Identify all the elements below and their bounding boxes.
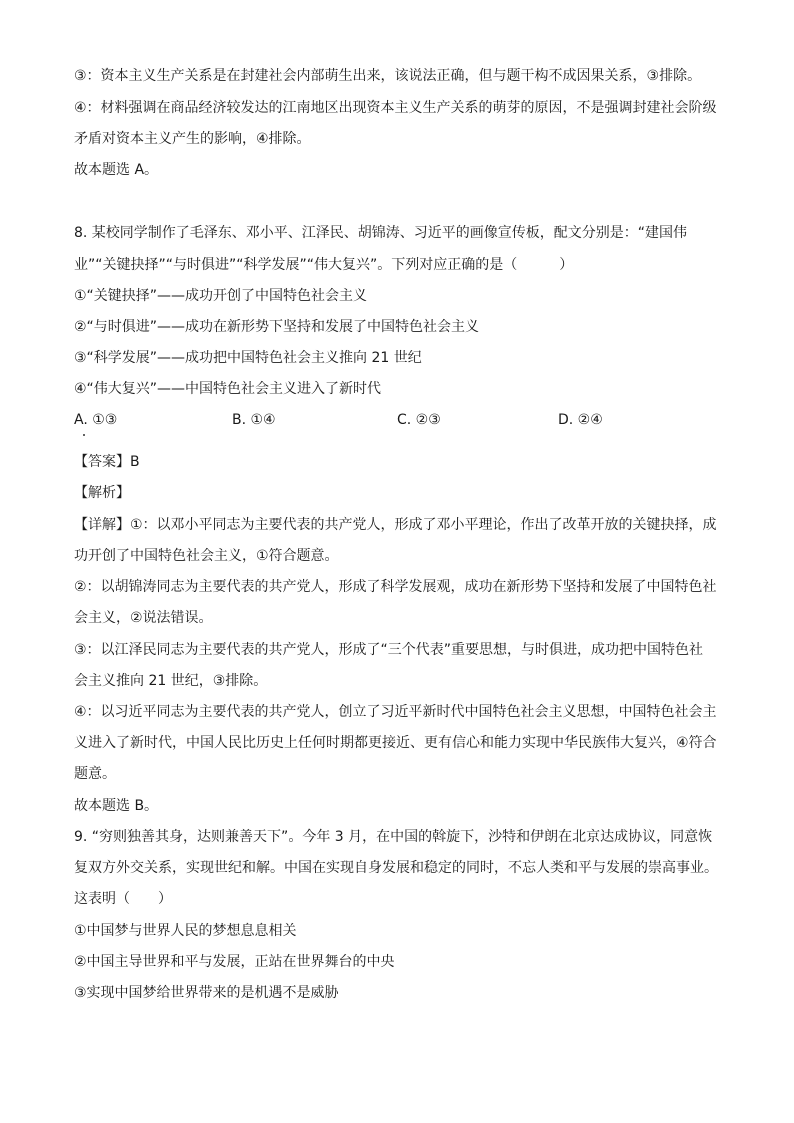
q8-detail-line-7: ④：以习近平同志为主要代表的共产党人，创立了习近平新时代中国特色社会主义思想，中国特色社会主: [74, 704, 717, 720]
q8-option-c: C. ②③: [397, 412, 441, 428]
q8-detail-line-1: 【详解】①：以邓小平同志为主要代表的共产党人，形成了邓小平理论，作出了改革开放的关键抉择，成: [74, 517, 717, 533]
q8-item-4: ④“伟大复兴”——中国特色社会主义进入了新时代: [74, 381, 382, 397]
q8-detail-line-4: 会主义，②说法错误。: [74, 610, 213, 626]
q9-stem-line-2: 复双方外交关系，实现世纪和解。中国在实现自身发展和稳定的同时，不忘人类和平与发展的崇高事业。: [74, 860, 718, 876]
q8-detail-line-8: 义进入了新时代，中国人民比历史上任何时期都更接近、更有信心和能力实现中华民族伟大复兴，④符合: [74, 735, 717, 751]
q8-detail-line-5: ③：以江泽民同志为主要代表的共产党人，形成了“三个代表”重要思想，与时俱进，成功把中国特色社: [74, 642, 704, 658]
q8-item-3: ③“科学发展”——成功把中国特色社会主义推向 21 世纪: [74, 350, 422, 366]
q8-options: [74, 410, 734, 430]
q8-option-a: A. ①③: [74, 412, 118, 428]
q8-detail-line-9: 题意。: [74, 766, 116, 782]
q8-stem-line-1: 8. 某校同学制作了毛泽东、邓小平、江泽民、胡锦涛、习近平的画像宣传板，配文分别是：“建国伟: [74, 225, 688, 241]
prev-explanation-item-4-line-1: ④：材料强调在商品经济较发达的江南地区出现资本主义生产关系的萌芽的原因，不是强调封建社会阶级: [74, 100, 717, 116]
prev-explanation-item-4-line-2: 矛盾对资本主义产生的影响，④排除。: [74, 131, 311, 147]
q8-option-d: D. ②④: [558, 412, 603, 428]
q8-option-b: B. ①④: [232, 412, 276, 428]
q9-stem-line-1: 9. “穷则独善其身，达则兼善天下”。今年 3 月，在中国的斡旋下，沙特和伊朗在北京达成协议，同意恢: [74, 829, 713, 845]
q8-answer: 【答案】B: [74, 454, 140, 470]
q9-item-3: ③实现中国梦给世界带来的是机遇不是威胁: [74, 985, 339, 1001]
q8-analysis-title: 【解析】: [74, 485, 130, 501]
q8-stem-line-2: 业”“关键抉择”“与时俱进”“科学发展”“伟大复兴”。下列对应正确的是（ ）: [74, 257, 574, 273]
q9-item-1: ①中国梦与世界人民的梦想息息相关: [74, 923, 297, 939]
q8-item-1: ①“关键抉择”——成功开创了中国特色社会主义: [74, 288, 368, 304]
stray-mark: [83, 434, 85, 436]
prev-conclusion: 故本题选 A。: [74, 162, 159, 178]
q9-item-2: ②中国主导世界和平与发展，正站在世界舞台的中央: [74, 954, 395, 970]
prev-explanation-item-3: ③：资本主义生产关系是在封建社会内部萌生出来，该说法正确，但与题干构不成因果关系，③排除。: [74, 68, 702, 84]
q8-item-2: ②“与时俱进”——成功在新形势下坚持和发展了中国特色社会主义: [74, 319, 480, 335]
q9-stem-line-3: 这表明（ ）: [74, 891, 172, 907]
q8-conclusion: 故本题选 B。: [74, 798, 159, 814]
q8-detail-line-2: 功开创了中国特色社会主义，①符合题意。: [74, 548, 339, 564]
q8-detail-line-6: 会主义推向 21 世纪，③排除。: [74, 673, 268, 689]
q8-detail-line-3: ②：以胡锦涛同志为主要代表的共产党人，形成了科学发展观，成功在新形势下坚持和发展了中国特色社: [74, 579, 717, 595]
